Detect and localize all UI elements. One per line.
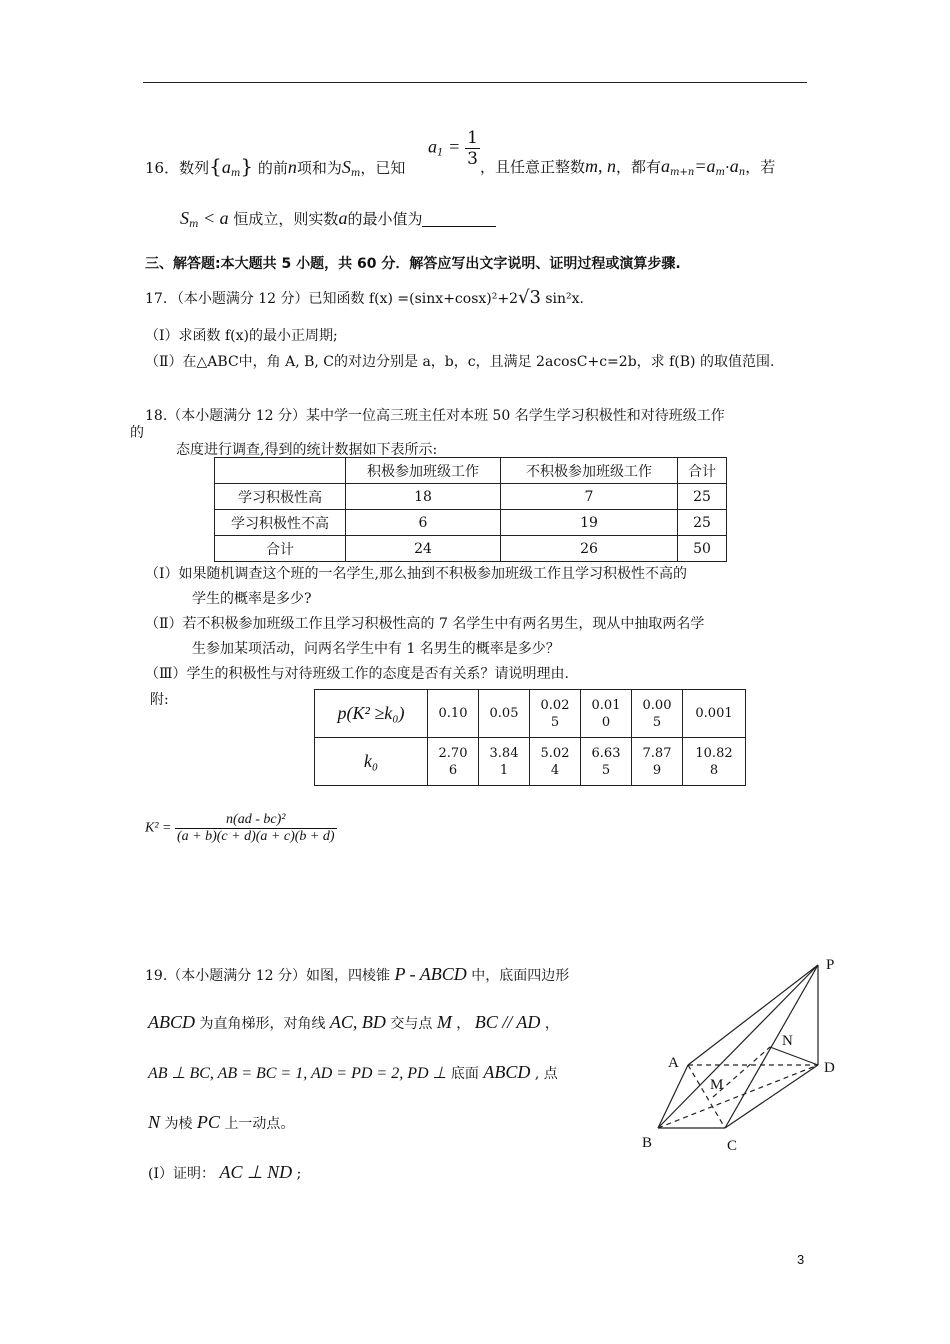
header-rule xyxy=(143,82,807,83)
table-cell: 0.05 xyxy=(479,690,530,738)
answer-blank xyxy=(422,211,496,227)
q18-part1a: （Ⅰ）如果随机调查这个班的一名学生,那么抽到不积极参加班级工作且学习积极性不高的 xyxy=(145,566,687,582)
q19-part1: (I）证明： AC ⊥ ND ; xyxy=(148,1162,302,1182)
edge-CP xyxy=(725,965,818,1128)
table-cell: 10.82 8 xyxy=(683,738,746,786)
table-cell: p(K² ≥k₀) xyxy=(315,690,428,738)
q17-part2: （Ⅱ）在△ABC中，角 A, B, C的对边分别是 a，b，c，且满足 2acosC+c=2b，求 f(B) 的取值范围. xyxy=(145,354,775,370)
edge-CD xyxy=(725,1065,818,1128)
table-cell: 7 xyxy=(501,484,678,510)
table-cell: 5.02 4 xyxy=(530,738,581,786)
table-cell: 积极参加班级工作 xyxy=(346,458,501,484)
table-cell: 学习积极性高 xyxy=(215,484,346,510)
q18-critical-value-table xyxy=(314,689,746,786)
k2-fraction: $\frac{\text{n(ad - bc)²}}{(a + b)(c + d)(a + c)(b + d)}$ xyxy=(176,812,335,844)
label-M: M xyxy=(710,1077,724,1093)
segment-ND xyxy=(770,1047,818,1065)
q16-fraction: $\frac{1}{3}$ xyxy=(467,128,478,169)
table-cell: 25 xyxy=(678,484,727,510)
table-cell: 0.001 xyxy=(683,690,746,738)
label-B: B xyxy=(642,1135,653,1151)
table-cell: 合计 xyxy=(678,458,727,484)
table-cell: 26 xyxy=(501,536,678,562)
table-cell: 50 xyxy=(678,536,727,562)
q18-part3: （Ⅲ）学生的积极性与对待班级工作的态度是否有关系？请说明理由. xyxy=(145,666,569,682)
label-N: N xyxy=(782,1033,793,1049)
q16-line1-tail: ，且任意正整数m, n，都有$a_{m+n}=a_m\cdot a_n$，若 xyxy=(480,156,776,178)
q17-stem: 17．（本小题满分 12 分）已知函数 f(x) =(sinx+cosx)²+2√3 sin²x. xyxy=(145,287,585,308)
table-cell: 0.02 5 xyxy=(530,690,581,738)
table-cell xyxy=(215,458,346,484)
q16-line1: 16．数列$\{a_m\}$ 的前n项和为$S_m$，已知 xyxy=(145,154,406,179)
q18-part2a: （Ⅱ）若不积极参加班级工作且学习积极性高的 7 名学生中有两名男生，现从中抽取两名学 xyxy=(145,616,705,632)
diagonal-AC xyxy=(688,1065,725,1128)
q19-line3: AB ⊥ BC, AB = BC = 1, AD = PD = 2, PD ⊥ 底面 ABCD , 点 xyxy=(148,1062,558,1082)
table-cell: k₀ xyxy=(315,738,428,786)
q18-stem-line2: 态度进行调查,得到的统计数据如下表所示: xyxy=(176,442,438,458)
label-D: D xyxy=(824,1060,835,1076)
q18-appendix-label: 附: xyxy=(150,692,169,708)
label-A: A xyxy=(668,1055,679,1071)
q18-stem-line1-wrap: 的 xyxy=(130,425,144,441)
table-cell: 25 xyxy=(678,510,727,536)
label-C: C xyxy=(727,1138,738,1154)
edge-AP xyxy=(688,965,818,1065)
table-cell: 0.01 0 xyxy=(581,690,632,738)
page-number: 3 xyxy=(797,1252,805,1267)
table-cell: 合计 xyxy=(215,536,346,562)
pyramid-figure xyxy=(630,945,850,1160)
table-cell: 0.00 5 xyxy=(632,690,683,738)
q18-part1b: 学生的概率是多少? xyxy=(192,591,312,607)
edge-BP xyxy=(658,965,818,1128)
section-3-heading: 三、解答题:本大题共 5 小题，共 60 分．解答应写出文字说明、证明过程或演算步骤. xyxy=(145,256,681,272)
table-row xyxy=(315,690,746,738)
q18-stem-line1: 18.（本小题满分 12 分）某中学一位高三班主任对本班 50 名学生学习积极性和对待班级工作 xyxy=(145,408,725,424)
table-cell: 18 xyxy=(346,484,501,510)
table-cell: 学习积极性不高 xyxy=(215,510,346,536)
q19-line4: N 为棱 PC 上一动点。 xyxy=(148,1112,295,1132)
q16-given-a1: $a_1$ = $\frac{1}{3}$ xyxy=(428,128,478,169)
table-cell: 7.87 9 xyxy=(632,738,683,786)
q17-part1: （Ⅰ）求函数 f(x)的最小正周期; xyxy=(145,328,338,344)
table-cell: 19 xyxy=(501,510,678,536)
q18-survey-table xyxy=(214,457,727,562)
q16-number: 16．数列 xyxy=(145,159,210,177)
q18-part2b: 生参加某项活动，问两名学生中有 1 名男生的概率是多少？ xyxy=(192,641,560,657)
q16-line2: $S_m < a$ 恒成立，则实数a的最小值为 xyxy=(180,208,496,235)
table-row xyxy=(215,510,727,536)
q19-line2: ABCD 为直角梯形，对角线 AC, BD 交与点 M ， BC // AD ， xyxy=(148,1012,559,1032)
table-cell: 24 xyxy=(346,536,501,562)
table-cell: 3.84 1 xyxy=(479,738,530,786)
table-row xyxy=(315,738,746,786)
table-cell: 2.70 6 xyxy=(428,738,479,786)
table-cell: 0.10 xyxy=(428,690,479,738)
table-header-row xyxy=(215,458,727,484)
table-row xyxy=(215,536,727,562)
table-cell: 6 xyxy=(346,510,501,536)
table-row xyxy=(215,484,727,510)
q19-line1: 19.（本小题满分 12 分）如图，四棱锥 P - ABCD 中，底面四边形 xyxy=(145,964,570,984)
k2-formula: K² = $\frac{\text{n(ad - bc)²}}{(a + b)(c + d)(a + c)(b + d)}$ xyxy=(145,812,335,844)
label-P: P xyxy=(826,957,835,973)
table-cell: 不积极参加班级工作 xyxy=(501,458,678,484)
table-cell: 6.63 5 xyxy=(581,738,632,786)
